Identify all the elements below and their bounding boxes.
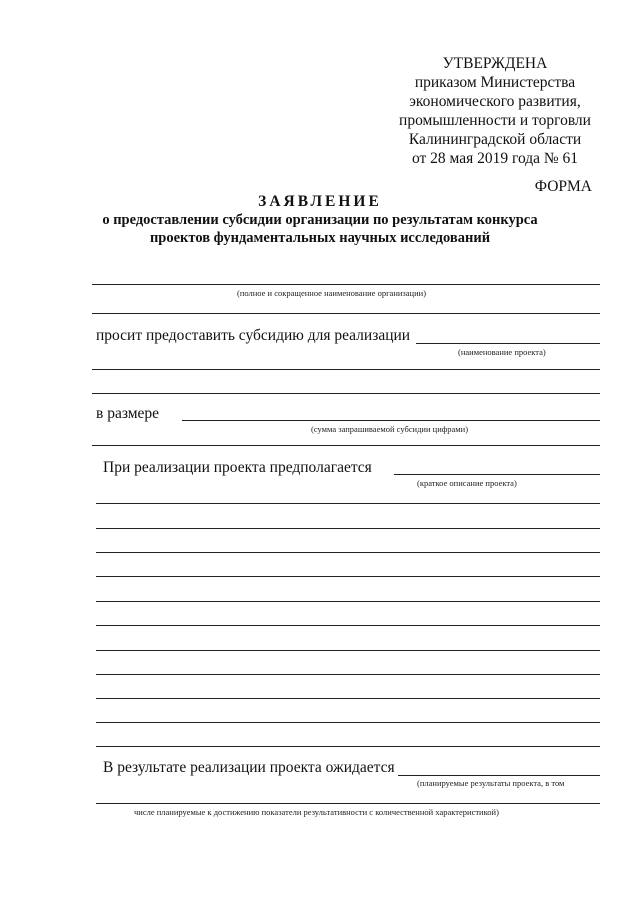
project-name-field-continued[interactable] — [92, 393, 600, 394]
project-description-line[interactable] — [96, 503, 600, 504]
project-description-line[interactable] — [96, 601, 600, 602]
approval-line: промышленности и торговли — [399, 112, 591, 129]
expected-results-field-continued[interactable] — [96, 803, 600, 804]
amount-caption: (сумма запрашиваемой субсидии цифрами) — [311, 424, 469, 434]
project-description-line[interactable] — [96, 552, 600, 553]
subsidy-request-text: просит предоставить субсидию для реализации — [96, 327, 411, 344]
organization-name-caption: (полное и сокращенное наименование организации) — [237, 288, 427, 298]
implementation-text: При реализации проекта предполагается — [103, 459, 372, 476]
project-description-line[interactable] — [96, 722, 600, 723]
approval-line: от 28 мая 2019 года № 61 — [411, 150, 579, 167]
project-description-line[interactable] — [96, 650, 600, 651]
result-text: В результате реализации проекта ожидается — [103, 759, 395, 776]
expected-results-caption: (планируемые результаты проекта, в том — [417, 778, 565, 788]
project-description-line[interactable] — [96, 674, 600, 675]
document-subtitle: о предоставлении субсидии организации по результатам конкурса проектов фундаментальных научных исследований — [102, 212, 538, 246]
amount-field[interactable] — [182, 420, 600, 421]
project-name-field[interactable] — [416, 343, 600, 344]
project-description-line[interactable] — [96, 528, 600, 529]
approval-line: экономического развития, — [409, 93, 581, 110]
approval-line: УТВЕРЖДЕНА — [442, 55, 548, 72]
project-description-field[interactable] — [394, 474, 600, 475]
project-name-field-continued[interactable] — [92, 369, 600, 370]
organization-name-field[interactable] — [92, 284, 600, 285]
organization-name-field-continued[interactable] — [92, 313, 600, 314]
project-description-caption: (краткое описание проекта) — [417, 478, 517, 488]
approval-stamp — [380, 54, 610, 168]
approval-line: Калининградской области — [408, 131, 582, 148]
amount-field-continued[interactable] — [92, 445, 600, 446]
project-description-line[interactable] — [96, 746, 600, 747]
project-name-caption: (наименование проекта) — [458, 347, 546, 357]
approval-line: приказом Министерства — [414, 74, 576, 91]
expected-results-field[interactable] — [398, 775, 600, 776]
amount-text: в размере — [96, 405, 160, 422]
project-description-line[interactable] — [96, 698, 600, 699]
expected-results-caption-continued: числе планируемые к достижению показатели результативности с количественной характеристикой) — [134, 807, 499, 817]
project-description-line[interactable] — [96, 576, 600, 577]
project-description-line[interactable] — [96, 625, 600, 626]
document-title: ЗАЯВЛЕНИЕ — [258, 193, 382, 210]
form-label: ФОРМА — [534, 178, 592, 195]
